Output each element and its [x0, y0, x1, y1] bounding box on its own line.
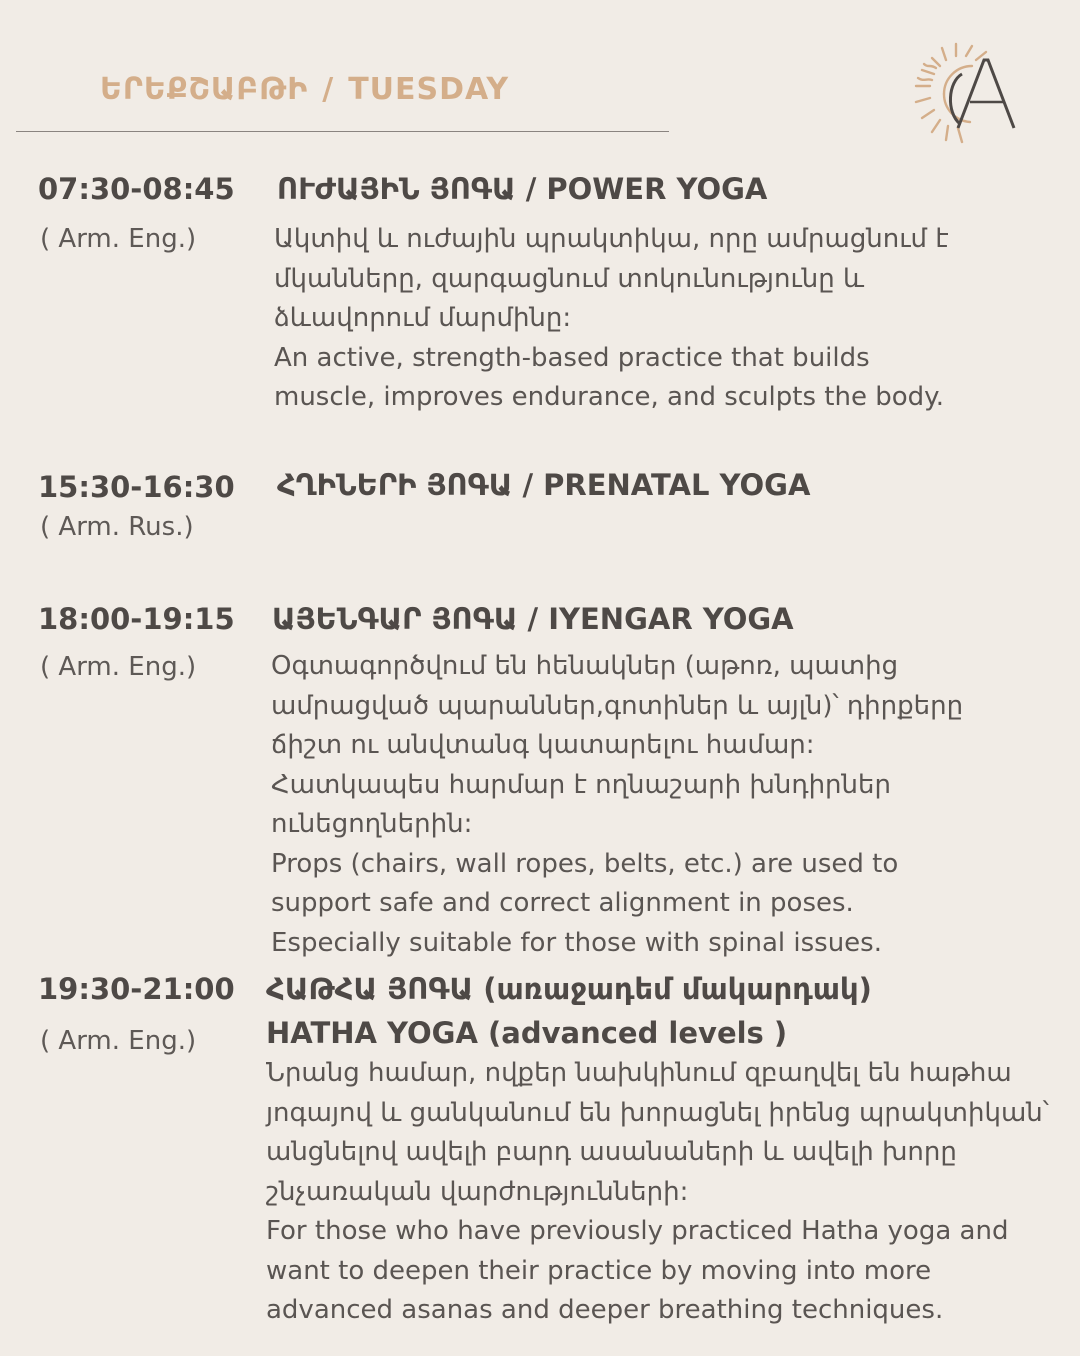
description-line: want to deepen their practice by moving into more — [266, 1255, 932, 1286]
session-description — [271, 647, 963, 963]
description-line: An active, strength-based practice that builds — [274, 342, 870, 373]
description-line: advanced asanas and deeper breathing techniques. — [266, 1295, 944, 1325]
page-title — [100, 72, 509, 107]
description-line: ամրացված պարաններ,գոտիներ և այլն)՝ դիրքերը — [271, 690, 964, 721]
session-time: 18:00-19:15 — [38, 602, 235, 636]
day-english: TUESDAY — [348, 72, 510, 107]
description-line: Especially suitable for those with spinal issues. — [271, 927, 882, 958]
session-title: ՀՂԻՆԵՐԻ ՅՈԳԱ / PRENATAL YOGA — [277, 468, 811, 502]
logo-letter — [950, 60, 1014, 128]
session-title: ԱՅԵՆԳԱՐ ՅՈԳԱ / IYENGAR YOGA — [272, 602, 794, 636]
description-line: Նրանց համար, ովքեր նախկինում զբաղվել են հաթհա — [266, 1058, 1012, 1088]
session-languages: ( Arm. Rus.) — [40, 512, 194, 542]
description-line: Օգտագործվում են հենակներ (աթոռ, պատից — [271, 651, 899, 681]
session-description — [274, 220, 949, 418]
description-line: Ակտիվ և ուժային պրակտիկա, որը ամրացնում է — [274, 224, 949, 254]
session-languages: ( Arm. Eng.) — [40, 1026, 197, 1056]
session-description — [266, 1054, 1049, 1331]
description-line: ունեցողներին: — [271, 809, 473, 839]
session-languages: ( Arm. Eng.) — [40, 652, 197, 682]
session-title: ՀԱԹՀԱ ՅՈԳԱ (առաջադեմ մակարդակ) — [266, 972, 872, 1006]
logo — [900, 38, 1024, 154]
session-time: 19:30-21:00 — [38, 972, 235, 1006]
session-subtitle: HATHA YOGA (advanced levels ) — [266, 1016, 788, 1050]
description-line: Props (chairs, wall ropes, belts, etc.) are used to — [271, 848, 899, 879]
description-line: անցնելով ավելի բարդ ասանաների և ավելի խորը — [266, 1137, 957, 1167]
description-line: ձևավորում մարմինը: — [274, 303, 572, 333]
description-line: muscle, improves endurance, and sculpts the body. — [274, 382, 945, 412]
session-time: 15:30-16:30 — [38, 470, 235, 504]
session-languages: ( Arm. Eng.) — [40, 224, 197, 254]
description-line: support safe and correct alignment in poses. — [271, 888, 854, 918]
session-time: 07:30-08:45 — [38, 172, 235, 206]
description-line: Հատկապես հարմար է ողնաշարի խնդիրներ — [271, 769, 891, 800]
description-line: յոգայով և ցանկանում են խորացնել իրենց պրակտիկան՝ — [266, 1097, 1049, 1128]
title-separator: / — [322, 72, 335, 107]
description-line: մկանները, զարգացնում տոկունությունը և — [274, 263, 865, 294]
description-line: ճիշտ ու անվտանգ կատարելու համար: — [271, 730, 815, 760]
description-line: շնչառական վարժությունների: — [266, 1176, 689, 1207]
session-title: ՈՒԺԱՅԻՆ ՅՈԳԱ / POWER YOGA — [277, 172, 768, 206]
header-divider — [16, 131, 669, 132]
day-armenian: ԵՐԵՔՇԱԲԹԻ — [100, 72, 309, 107]
description-line: For those who have previously practiced Hatha yoga and — [266, 1216, 1009, 1246]
